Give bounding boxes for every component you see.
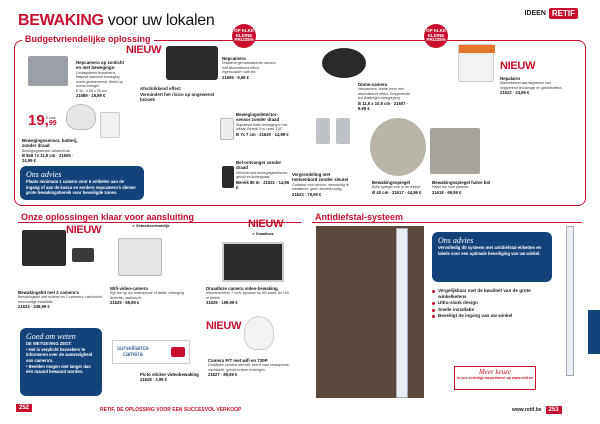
mirror-half-photo xyxy=(430,128,480,174)
receiver-image xyxy=(222,166,234,188)
benefit-item: Afschrikkend effect xyxy=(140,86,181,91)
ptz-camera-image xyxy=(244,316,274,350)
retif-url[interactable]: www.retif.be xyxy=(512,407,542,413)
nieuw-label: NIEUW xyxy=(248,218,284,230)
nieuw-label: NIEUW xyxy=(66,224,102,236)
kit-camera-image xyxy=(72,248,94,262)
dome-camera-info: Dome-camera Nepcamera, ronde vorm met afschrikkend effect. Knipperende led (batterijen inbegrepen). B 11,5 x 10,5 cm · 21607 · 9,99 € xyxy=(358,82,411,111)
siren-info: Nepalarm Afschrikkend alarmsysteem met knipperend led-lampje en geluidseffect. 21622 · 24,99 € xyxy=(500,76,563,96)
antenna-gate xyxy=(396,228,408,398)
solar-camera-image xyxy=(28,56,68,86)
advice-box: Ons advies Plaats minimum 1 camera voor 6 artikelen aan de ingang of aan de kassa en eerdere nepcamera's dienen grote bewakingsbereik voor beveiligde zones. xyxy=(20,166,144,200)
keypad-lock-image xyxy=(316,118,330,144)
antidiefstal-advice: Ons advies Vervolledig dit systeem met antidiefstal-etiketten en labels voor een optimale beveiliging van uw winkel. xyxy=(432,232,552,282)
brand: IDEEN RETIF xyxy=(524,8,578,19)
siren-image xyxy=(458,44,494,82)
page-number: 253 xyxy=(546,406,562,414)
big-price-unit: € stuk xyxy=(46,116,56,120)
nieuw-label: NIEUW xyxy=(500,60,536,72)
motion-sensor-info: Bewegingssensor, batterij, zonder draad Bewegingssensor ultralicht ab. B 8x8 7x 11,8 cm · 21605 · 24,99 € xyxy=(22,138,78,164)
surveillance-sticker: surveillance caméra xyxy=(112,340,190,364)
fake-camera-image xyxy=(166,46,218,80)
feature-item: Vergelijkbaar met de kwaliteit van de grote winkelketens xyxy=(432,288,552,300)
price-badge: OP ELKE KLEINE PRIJZEN xyxy=(232,24,256,48)
nieuw-label: NIEUW xyxy=(126,44,162,56)
page-title: BEWAKING voor uw lokalen xyxy=(18,12,215,29)
sticker-info: Picto sticker videobewaking 21628 · 2,99 € xyxy=(140,372,199,383)
motion-sensor-image xyxy=(66,104,96,130)
solar-camera-info: Nepcamera op zonlicht en met bewegings- Lichtsysteem ledcamera, flitspunt wanneer beweging wordt gedetecteerd. Werkt op zonne-energie. € 32,- x 60 x 25 cm 21589 · 19,99 € xyxy=(76,60,125,98)
wifi-camera-info: Wifi-video-camera Kijk live op uw smartphone of tablet, beweging detectie, nachtzicht. 21625 · 69,99 € xyxy=(110,286,184,306)
wireless-monitor-info: Draadloze camera video-bewaking Kleurenscherm 7 inch, opname op SD-kaart, tot 100 m bereik. 21626 · 199,99 € xyxy=(206,286,289,306)
benefit-item: Vermindert het risico op ongewenst bezoek xyxy=(140,91,215,103)
wireless-monitor-image xyxy=(222,242,284,282)
check-icon: ✔ xyxy=(132,224,136,228)
benefits-list xyxy=(140,86,220,103)
wifi-camera-image xyxy=(118,238,162,276)
fake-camera-info: Nepcamera Draaiend gemotoriseerde camera met afschrikkend effect, ingebouwde rode led. 21606 · 9,99 € xyxy=(222,56,276,80)
detector-image xyxy=(220,118,234,140)
monitor-kit-image xyxy=(22,230,66,266)
camera-icon xyxy=(171,347,185,357)
lamp-image xyxy=(100,112,120,138)
page-number: 252 xyxy=(16,404,32,412)
antidiefstal-features xyxy=(432,288,552,319)
mirror-info: Bewakingsspiegel Bolle spiegel voor in de winkel. Ø 40 cm · 21617 · 44,99 € xyxy=(372,180,422,195)
keypad-lock-image xyxy=(336,118,350,144)
footer-left xyxy=(16,405,32,411)
price-badge: OP ELKE KLEINE PRIJZEN xyxy=(424,24,448,48)
dome-camera-image xyxy=(322,48,366,78)
draadloos-tag: ✔ Draadloos xyxy=(252,232,274,236)
detector-info: Bewegingsdetector-sensor zonder draad Signaleert ieder beweging in het lokaal. Bereik 9 m, hoek 110°. B 7x 7 cm · 21620 · 14,99 € xyxy=(236,112,289,137)
check-icon: ✔ xyxy=(252,232,256,236)
mirror-photo xyxy=(370,118,426,176)
retif-logo: RETIF xyxy=(549,8,578,19)
keypad-lock-info: Vergrendeling met toetsenbord zonder sleutel Codeslot voor deuren, eenvoudig te installeren, geen sleutels nodig. 21623 · 79,99 € xyxy=(292,172,349,197)
antidiefstal-heading: Antidiefstal-systeem xyxy=(312,212,406,222)
budget-heading: Budgetvriendelijke oplossing xyxy=(22,34,154,44)
more-choice-box: Meer keuze in ons volledige assortiment op www.retif.be xyxy=(454,366,536,390)
mirror-half-info: Bewakingsspiegel halve bol Halve bol voor plafond. 21618 · 69,99 € xyxy=(432,180,491,195)
nieuw-label: NIEUW xyxy=(206,320,242,332)
side-tab xyxy=(588,310,600,354)
ptz-camera-info: Camera P/T met wifi en 720P Draaibare camera met wifi, beeld naar smartphone, nachtzicht, geluid in twee richtingen. 21627 · 89,99 € xyxy=(208,358,290,378)
footer-right xyxy=(512,406,562,414)
antenna-gate xyxy=(566,226,574,376)
footer-center: RETIF, DE OPLOSSING VOOR EEN SUCCESVOL VERKOOP xyxy=(100,407,242,413)
wireless-tag: ✔ Gebruiksvriendelijk xyxy=(132,224,170,228)
kit-info: Bewakingskit met 2 camera's Bewakingsset met scherm en 2 camera's, nachtzicht, eenvoudige installatie. 21624 · 249,99 € xyxy=(18,290,103,310)
law-box: Goed om weten DE WETGEVING ZEGT: • Het is verplicht bezoekers te informeren over de aanwezigheid van camera's. • Beelden mogen niet langer dan één maand bewaard worden. xyxy=(20,328,102,396)
feature-item: Ultra-slank design xyxy=(432,300,552,306)
video-heading: Onze oplossingen klaar voor aansluiting xyxy=(18,212,197,222)
antidiefstal-divider xyxy=(312,222,582,223)
feature-item: Snelle installatie xyxy=(432,307,552,313)
big-price: 19,99 xyxy=(28,112,57,129)
feature-item: Beveiligt de ingang van uw winkel xyxy=(432,313,552,319)
receiver-info: Bel-ontvanger zonder draad Verbindt met bewegingsdetector; geluid en lichtsignaal. Bereik 80 m · 21621 · 14,99 € xyxy=(236,160,290,190)
